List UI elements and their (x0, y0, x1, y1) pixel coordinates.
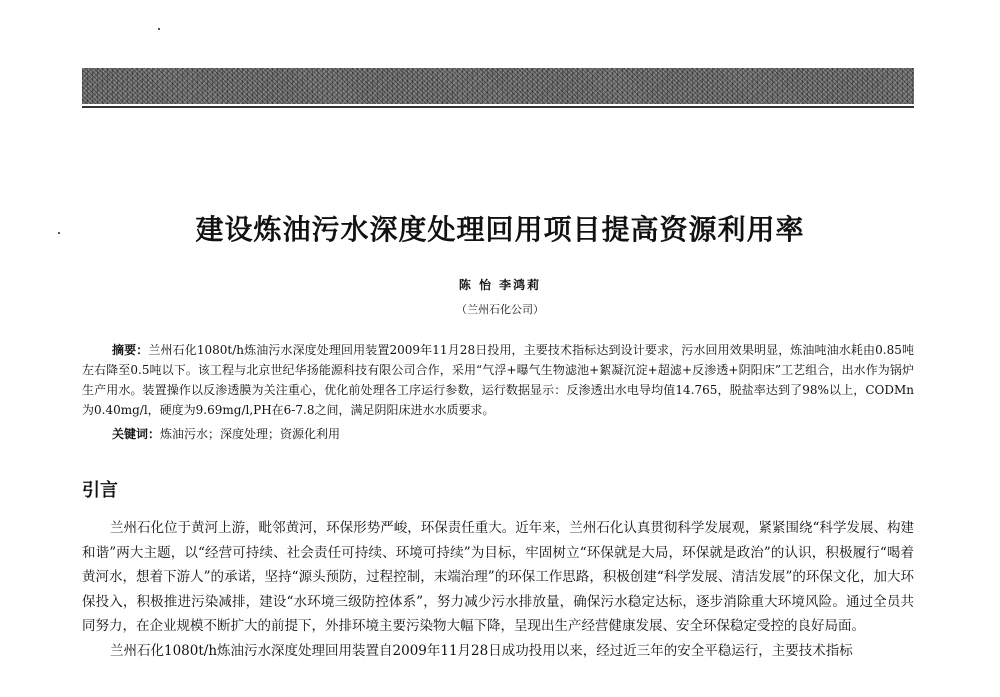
keywords (112, 425, 912, 442)
abstract-label: 摘要： (112, 343, 149, 357)
keywords-text: 炼油污水；深度处理；资源化利用 (160, 427, 341, 441)
scan-speck (158, 28, 160, 30)
paragraph: 兰州石化位于黄河上游，毗邻黄河，环保形势严峻，环保责任重大。近年来，兰州石化认真贯彻科学发展观，紧紧围绕“科学发展、构建和谐”两大主题，以“经营可持续、社会责任可持续、环境可持续”为目标，牢固树立“环保就是大局，环保就是政治”的认识，积极履行“喝着黄河水，想着下游人”的承诺，坚持“源头预防，过程控制，末端治理”的环保工作思路，积极创建“科学发展、清洁发展”的环保文化，加大环保投入，积极推进污染减排，建设“水环境三级防控体系”，努力减少污水排放量，确保污水稳定达标，逐步消除重大环境风险。通过全员共同努力，在企业规模不断扩大的前提下，外排环境主要污染物大幅下降，呈现出生产经营健康发展、安全环保稳定受控的良好局面。 (82, 520, 914, 634)
paper-affiliation: （兰州石化公司） (456, 303, 544, 316)
abstract (82, 340, 914, 420)
header-banner (82, 68, 914, 104)
body-text (82, 516, 914, 663)
paper-title: 建设炼油污水深度处理回用项目提高资源利用率 (195, 213, 805, 246)
paragraph: 兰州石化1080t/h炼油污水深度处理回用装置自2009年11月28日成功投用以来，经过近三年的安全平稳运行，主要技术指标 (110, 642, 853, 659)
keywords-label: 关键词： (112, 427, 161, 441)
paper-authors: 陈 怡 李鸿莉 (458, 278, 542, 292)
section-heading-introduction: 引言 (82, 480, 118, 501)
header-rule (82, 106, 914, 108)
abstract-text: 兰州石化1080t/h炼油污水深度处理回用装置2009年11月28日投用，主要技术指标达到设计要求，污水回用效果明显，炼油吨油水耗由0.85吨左右降至0.5吨以下。该工程与北京世纪华扬能源科技有限公司合作，采用“气浮+曝气生物滤池+絮凝沉淀+超滤+反渗透+阴阳床”工艺组合，出水作为锅炉生产用水。装置操作以反渗透膜为关注重心，优化前处理各工序运行参数，运行数据显示：反渗透出水电导均值14.765，脱盐率达到了98%以上，CODMn为0.40mg/l，硬度为9.69mg/l,PH在6-7.8之间，满足阴阳床进水水质要求。 (82, 343, 914, 417)
